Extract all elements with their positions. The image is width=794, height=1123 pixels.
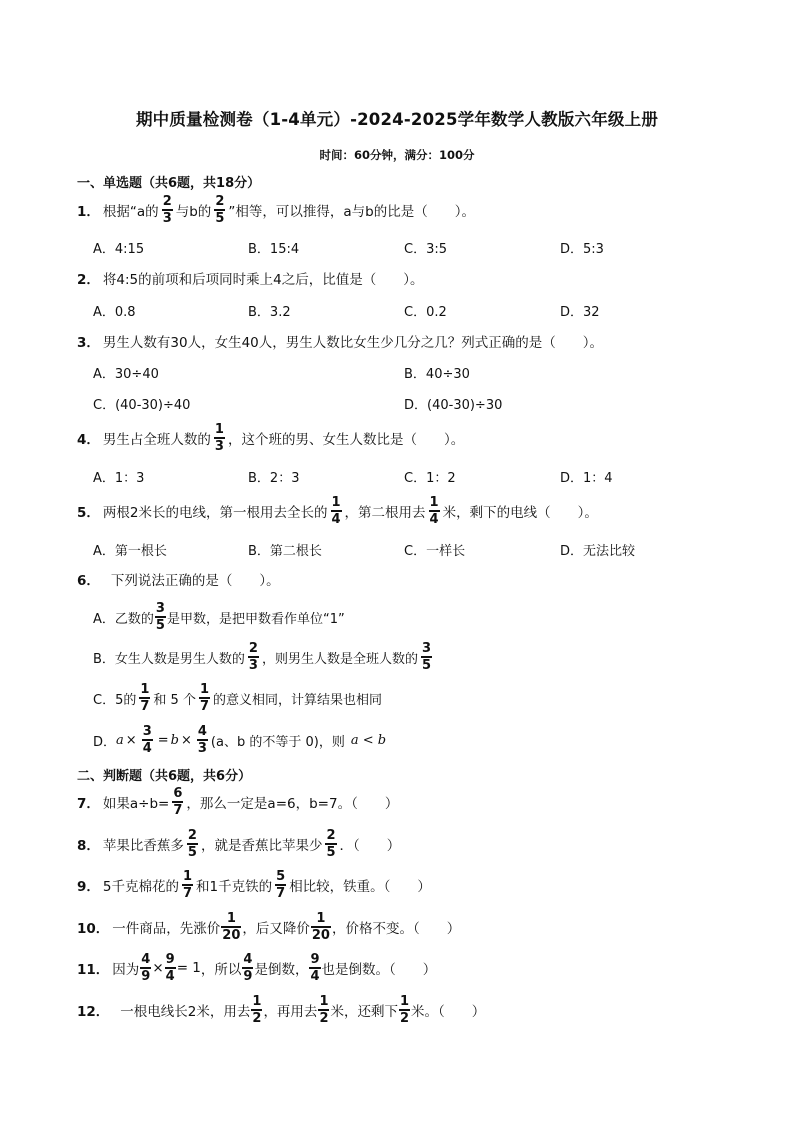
numerator: 2 <box>187 828 197 844</box>
section-heading-true-false: 二、判断题（共6题，共6分） <box>77 769 252 784</box>
numerator: 2 <box>215 194 225 210</box>
fraction <box>140 953 151 982</box>
denominator: 3 <box>197 740 207 756</box>
fraction <box>142 725 153 754</box>
option-d: D．1：4 <box>560 470 613 486</box>
fraction <box>162 195 173 224</box>
numerator: 1 <box>226 911 236 927</box>
fraction <box>248 642 259 671</box>
numerator: 1 <box>183 869 193 885</box>
denominator: 5 <box>326 844 336 860</box>
numerator: 2 <box>248 641 258 657</box>
fraction <box>199 683 210 712</box>
question-number: 6． <box>77 573 100 589</box>
numerator: 3 <box>155 601 165 617</box>
denominator: 20 <box>311 927 330 943</box>
question-number: 9． <box>77 879 100 895</box>
question-text: 5千克棉花的 <box>102 879 179 895</box>
question-text: ，所以 <box>200 962 242 978</box>
question-text: 米，剩下的电线（ ）。 <box>442 505 598 521</box>
question-text: ，那么一定是a=6，b=7。（ ） <box>186 796 399 812</box>
denominator: 7 <box>140 698 150 714</box>
question-text: ．（ ） <box>339 838 401 854</box>
fraction <box>318 995 329 1024</box>
numerator: 3 <box>421 641 432 657</box>
math-operator: × <box>152 960 164 976</box>
numerator: 4 <box>141 952 151 968</box>
fraction <box>251 995 262 1024</box>
numerator: 1 <box>331 495 341 511</box>
fraction <box>197 725 208 754</box>
question-number: 7． <box>77 796 100 812</box>
question-text: 将4:5的前项和后项同时乘上4之后，比值是（ ）。 <box>102 272 424 288</box>
option-a: A．30÷40 <box>93 366 159 382</box>
fraction <box>309 953 320 982</box>
fraction <box>221 912 241 941</box>
denominator: 4 <box>165 968 175 984</box>
option-text: 是甲数，是把甲数看作单位“1” <box>166 611 345 627</box>
fraction <box>429 496 440 525</box>
question-text: ，价格不变。（ ） <box>331 921 461 937</box>
question-text: 一根电线长2米，用去 <box>120 1004 251 1020</box>
question-text: 和1千克铁的 <box>196 879 273 895</box>
question-number: 1． <box>77 204 100 220</box>
denominator: 4 <box>331 511 341 527</box>
numerator: 1 <box>199 682 209 698</box>
fraction <box>311 912 331 941</box>
question-text: ，再用去 <box>263 1004 318 1020</box>
denominator: 9 <box>243 968 253 984</box>
question-text: 男生占全班人数的 <box>102 432 211 448</box>
option-a: A．1：3 <box>93 470 145 486</box>
fraction <box>242 953 253 982</box>
question-12 <box>77 994 485 1026</box>
fraction <box>214 423 225 452</box>
denominator: 9 <box>141 968 151 984</box>
denominator: 2 <box>319 1010 329 1026</box>
option-text: ，则男生人数是全班人数的 <box>261 651 418 667</box>
numerator: 4 <box>243 952 253 968</box>
option-d: D．5:3 <box>560 241 604 257</box>
question-number: 12． <box>77 1004 110 1020</box>
option-a: A．第一根长 <box>93 543 167 559</box>
denominator: 7 <box>276 885 286 901</box>
option-text: (a、b 的不等于 0)，则 <box>210 734 345 750</box>
numerator: 9 <box>165 952 175 968</box>
numerator: 1 <box>214 422 224 438</box>
question-9 <box>77 869 431 901</box>
option-text: 和 5 个 <box>153 692 196 708</box>
fraction <box>172 787 183 816</box>
option-a: A．0.8 <box>93 304 136 320</box>
numerator: 2 <box>162 194 172 210</box>
section-heading-single-choice: 一、单选题（共6题，共18分） <box>77 176 261 191</box>
option-b: B．40÷30 <box>404 366 470 382</box>
fraction <box>331 496 342 525</box>
fraction <box>325 829 336 858</box>
question-number: 5． <box>77 505 100 521</box>
math-operator: × <box>180 732 192 748</box>
denominator: 7 <box>183 885 193 901</box>
option-d: D．无法比较 <box>560 543 636 559</box>
question-3 <box>77 325 603 357</box>
numerator: 1 <box>316 911 326 927</box>
math-operator: = <box>157 732 169 748</box>
question-text: 米，还剩下 <box>330 1004 398 1020</box>
option-text: D． <box>93 734 117 750</box>
question-number: 3． <box>77 335 100 351</box>
question-text: 相比较，铁重。（ ） <box>289 879 431 895</box>
question-text: ，就是香蕉比苹果少 <box>200 838 323 854</box>
numerator: 1 <box>319 994 329 1010</box>
question-text: 因为 <box>112 962 140 978</box>
denominator: 7 <box>199 698 209 714</box>
option-text: C．5的 <box>93 692 137 708</box>
denominator: 20 <box>222 927 241 943</box>
question-10 <box>77 911 460 943</box>
question-11 <box>77 952 436 984</box>
option-c: C．(40-30)÷40 <box>93 397 191 413</box>
question-number: 11． <box>77 962 110 978</box>
question-6 <box>77 563 280 595</box>
question-text: 男生人数有30人，女生40人，男生人数比女生少几分之几？列式正确的是（ ）。 <box>102 335 604 351</box>
numerator: 1 <box>252 994 262 1010</box>
math-variable: a <box>116 732 124 748</box>
question-text: ，这个班的男、女生人数比是（ ）。 <box>227 432 465 448</box>
denominator: 5 <box>421 657 432 673</box>
option-d: D．32 <box>560 304 600 320</box>
fraction <box>421 642 432 671</box>
denominator: 2 <box>252 1010 262 1026</box>
numerator: 1 <box>429 495 439 511</box>
option-text: B．女生人数是男生人数的 <box>93 651 245 667</box>
denominator: 4 <box>142 740 152 756</box>
option-b: B．3.2 <box>248 304 291 320</box>
option-c: C．3:5 <box>404 241 447 257</box>
numerator: 1 <box>399 994 410 1010</box>
question-text: ，第二根用去 <box>344 505 426 521</box>
denominator: 3 <box>214 438 224 454</box>
option-c <box>93 682 382 714</box>
option-b <box>93 641 435 673</box>
option-b: B．2：3 <box>248 470 300 486</box>
question-2 <box>77 262 423 294</box>
denominator: 5 <box>215 210 225 226</box>
question-text: 根据“a的 <box>102 204 159 220</box>
question-4 <box>77 422 464 454</box>
denominator: 4 <box>429 511 439 527</box>
fraction <box>182 870 193 899</box>
numerator: 2 <box>326 828 336 844</box>
fraction <box>214 195 225 224</box>
numerator: 4 <box>197 724 207 740</box>
fraction <box>139 683 150 712</box>
question-text: 与b的 <box>175 204 212 220</box>
option-text: A．乙数的 <box>93 611 154 627</box>
question-number: 8． <box>77 838 100 854</box>
option-a: A．4:15 <box>93 241 145 257</box>
fraction <box>187 829 198 858</box>
question-number: 2． <box>77 272 100 288</box>
fraction <box>155 602 166 631</box>
fraction <box>165 953 176 982</box>
option-a <box>93 601 345 633</box>
question-number: 4． <box>77 432 100 448</box>
question-text: 也是倒数。（ ） <box>321 962 437 978</box>
question-text: ，后又降价 <box>242 921 310 937</box>
numerator: 1 <box>140 682 150 698</box>
question-1 <box>77 194 475 226</box>
denominator: 3 <box>162 210 172 226</box>
math-expression: a < b <box>350 732 387 748</box>
question-text: 是倒数， <box>254 962 309 978</box>
denominator: 2 <box>399 1010 410 1026</box>
option-text: 的意义相同，计算结果也相同 <box>213 692 383 708</box>
option-d: D．(40-30)÷30 <box>404 397 503 413</box>
denominator: 3 <box>248 657 258 673</box>
math-variable: b <box>170 732 179 748</box>
denominator: 7 <box>173 802 183 818</box>
question-text: 下列说法正确的是（ ）。 <box>110 573 280 589</box>
option-b: B．15:4 <box>248 241 300 257</box>
question-text: 米。（ ） <box>411 1004 486 1020</box>
math-operator: = 1 <box>176 960 201 976</box>
denominator: 4 <box>310 968 320 984</box>
page-title: 期中质量检测卷（1-4单元）-2024-2025学年数学人教版六年级上册 <box>135 110 659 129</box>
option-b: B．第二根长 <box>248 543 322 559</box>
exam-info: 时间：60分钟，满分：100分 <box>319 148 475 162</box>
question-8 <box>77 828 400 860</box>
fraction <box>399 995 410 1024</box>
question-text: ”相等，可以推得，a与b的比是（ ）。 <box>228 204 475 220</box>
numerator: 6 <box>173 786 183 802</box>
numerator: 9 <box>310 952 320 968</box>
option-c: C．1：2 <box>404 470 456 486</box>
option-c: C．0.2 <box>404 304 447 320</box>
question-text: 如果a÷b= <box>102 796 170 812</box>
question-7 <box>77 786 398 818</box>
option-c: C．一样长 <box>404 543 466 559</box>
numerator: 5 <box>276 869 286 885</box>
denominator: 5 <box>187 844 197 860</box>
math-operator: × <box>125 732 137 748</box>
denominator: 5 <box>155 617 165 633</box>
question-text: 苹果比香蕉多 <box>102 838 184 854</box>
question-5 <box>77 495 598 527</box>
question-text: 一件商品，先涨价 <box>112 921 221 937</box>
option-d <box>93 724 386 756</box>
fraction <box>275 870 286 899</box>
numerator: 3 <box>142 724 152 740</box>
question-number: 10． <box>77 921 110 937</box>
question-text: 两根2米长的电线，第一根用去全长的 <box>102 505 328 521</box>
